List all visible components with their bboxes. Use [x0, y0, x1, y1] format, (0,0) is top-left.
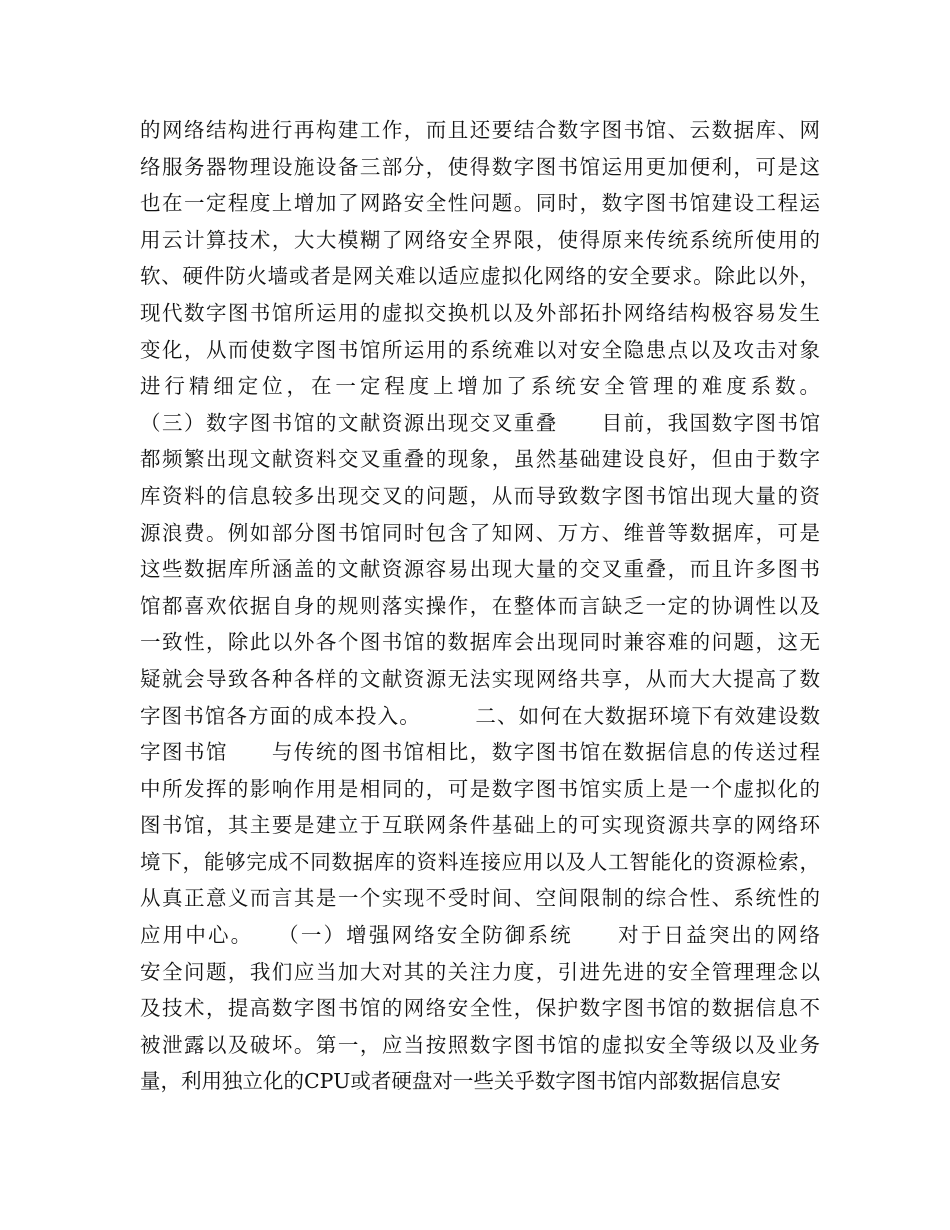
text-line: 也在一定程度上增加了网路安全性问题。同时，数字图书馆建设工程运: [140, 191, 820, 216]
section-heading-line: 字图书馆各方面的成本投入。 二、如何在大数据环境下有效建设数: [140, 703, 820, 728]
text-line: 安全问题，我们应当加大对其的关注力度，引进先进的安全管理理念以: [140, 959, 820, 984]
text-line: 变化，从而使数字图书馆所运用的系统难以对安全隐患点以及攻击对象: [140, 337, 820, 362]
text-line: 这些数据库所涵盖的文献资源容易出现大量的交叉重叠，而且许多图书: [140, 557, 820, 582]
text-line: 都频繁出现文献资料交叉重叠的现象，虽然基础建设良好，但由于数字: [140, 447, 820, 472]
text-line: 的网络结构进行再构建工作，而且还要结合数字图书馆、云数据库、网: [140, 118, 820, 142]
text-line: 疑就会导致各种各样的文献资源无法实现网络共享，从而大大提高了数: [140, 666, 820, 691]
section-heading-line: （三）数字图书馆的文献资源出现交叉重叠 目前，我国数字图书馆: [140, 410, 820, 435]
text-line: 现代数字图书馆所运用的虚拟交换机以及外部拓扑网络结构极容易发生: [140, 300, 820, 325]
text-line: 源浪费。例如部分图书馆同时包含了知网、万方、维普等数据库，可是: [140, 520, 820, 545]
text-line: 馆都喜欢依据自身的规则落实操作，在整体而言缺乏一定的协调性以及: [140, 593, 820, 618]
text-line: 境下，能够完成不同数据库的资料连接应用以及人工智能化的资源检索，: [140, 849, 820, 874]
text-line: 字图书馆 与传统的图书馆相比，数字图书馆在数据信息的传送过程: [140, 740, 820, 765]
text-line: 量，利用独立化的CPU或者硬盘对一些关乎数字图书馆内部数据信息安: [140, 1069, 781, 1094]
text-line: 络服务器物理设施设备三部分，使得数字图书馆运用更加便利，可是这: [140, 154, 820, 179]
text-line: 被泄露以及破坏。第一，应当按照数字图书馆的虚拟安全等级以及业务: [140, 1032, 820, 1057]
text-line: 一致性，除此以外各个图书馆的数据库会出现同时兼容难的问题，这无: [140, 630, 820, 655]
text-line: 软、硬件防火墙或者是网关难以适应虚拟化网络的安全要求。除此以外，: [140, 264, 820, 289]
text-line: 中所发挥的影响作用是相同的，可是数字图书馆实质上是一个虚拟化的: [140, 776, 820, 801]
text-line: 进行精细定位，在一定程度上增加了系统安全管理的难度系数。: [140, 374, 820, 399]
section-heading-line: 应用中心。 （一）增强网络安全防御系统 对于日益突出的网络: [140, 923, 820, 948]
text-line: 从真正意义而言其是一个实现不受时间、空间限制的综合性、系统性的: [140, 886, 820, 911]
text-line: 图书馆，其主要是建立于互联网条件基础上的可实现资源共享的网络环: [140, 813, 820, 838]
text-line: 及技术，提高数字图书馆的网络安全性，保护数字图书馆的数据信息不: [140, 996, 820, 1021]
text-line: 用云计算技术，大大模糊了网络安全界限，使得原来传统系统所使用的: [140, 227, 820, 252]
body-text: [140, 112, 820, 1100]
text-line: 库资料的信息较多出现交叉的问题，从而导致数字图书馆出现大量的资: [140, 483, 820, 508]
